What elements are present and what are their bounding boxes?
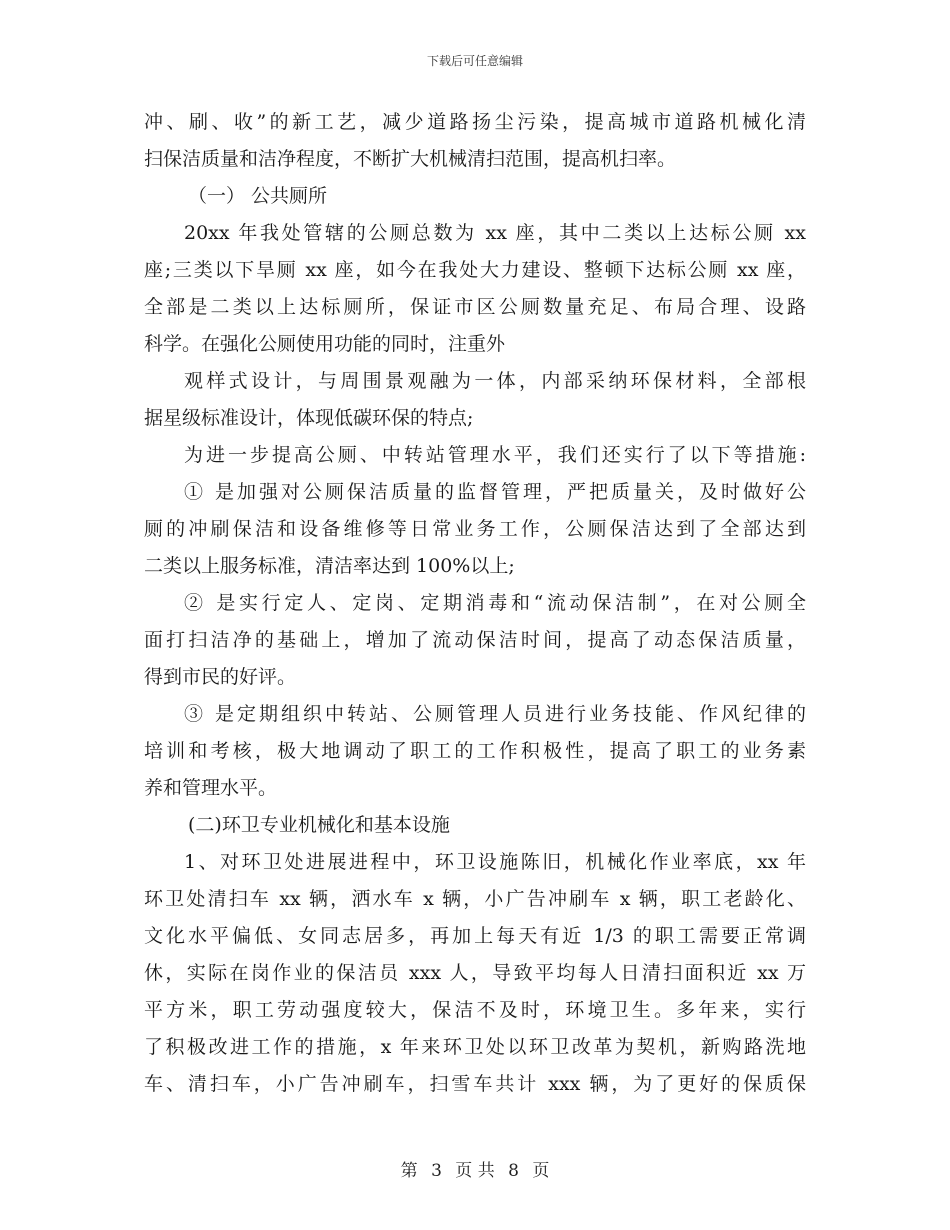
footer-suffix: 页 <box>532 1161 550 1181</box>
body-line: 了积极改进工作的措施，x 年来环卫处以环卫改革为契机，新购路洗地 <box>144 1036 806 1058</box>
body-line: 面打扫洁净的基础上，增加了流动保洁时间，提高了动态保洁质量， <box>144 629 806 651</box>
body-line: 全部是二类以上达标厕所，保证市区公厕数量充足、布局合理、设路 <box>144 296 806 318</box>
body-line: 得到市民的好评。 <box>144 666 297 688</box>
body-line: 科学。在强化公厕使用功能的同时，注重外 <box>144 333 506 355</box>
page-header-note: 下载后可任意编辑 <box>426 54 523 68</box>
body-line: 养和管理水平。 <box>144 777 278 799</box>
body-line: 观样式设计，与周围景观融为一体，内部采纳环保材料，全部根 <box>184 370 806 392</box>
current-page-number: 3 <box>431 1161 442 1181</box>
body-line: ② 是实行定人、定岗、定期消毒和“流动保洁制”，在对公厕全 <box>184 592 806 614</box>
page-number-footer <box>0 1156 950 1181</box>
section-heading: （一） 公共厕所 <box>188 185 328 207</box>
footer-middle: 页 共 <box>455 1161 495 1181</box>
body-line: 为进一步提高公厕、中转站管理水平，我们还实行了以下等措施: <box>184 444 806 466</box>
footer-prefix: 第 <box>400 1161 418 1181</box>
body-line: 休，实际在岗作业的保洁员 xxx 人，导致平均每人日清扫面积近 xx 万 <box>144 962 806 984</box>
body-line: 扫保洁质量和洁净程度，不断扩大机械清扫范围，提高机扫率。 <box>144 148 677 170</box>
body-line: ① 是加强对公厕保洁质量的监督管理，严把质量关，及时做好公 <box>184 481 806 503</box>
body-line: 文化水平偏低、女同志居多，再加上每天有近 1/3 的职工需要正常调 <box>144 925 806 947</box>
body-line: 厕的冲刷保洁和设备维修等日常业务工作，公厕保洁达到了全部达到 <box>144 518 806 540</box>
body-line: ③ 是定期组织中转站、公厕管理人员进行业务技能、作风纪律的 <box>184 703 806 725</box>
body-line: 培训和考核，极大地调动了职工的工作积极性，提高了职工的业务素 <box>144 740 806 762</box>
body-line: 平方米，职工劳动强度较大，保洁不及时，环境卫生。多年来，实行 <box>144 999 806 1021</box>
body-line: 据星级标准设计，体现低碳环保的特点; <box>144 407 474 429</box>
body-line: 座;三类以下旱厕 xx 座，如今在我处大力建设、整顿下达标公厕 xx 座， <box>144 259 806 281</box>
body-line: 1、对环卫处进展进程中，环卫设施陈旧，机械化作业率底，xx 年 <box>184 851 806 873</box>
body-line: 二类以上服务标准，清洁率达到 100%以上; <box>144 555 515 577</box>
body-line: 环卫处清扫车 xx 辆，洒水车 x 辆，小广告冲刷车 x 辆，职工老龄化、 <box>144 888 806 910</box>
body-line: 20xx 年我处管辖的公厕总数为 xx 座，其中二类以上达标公厕 xx <box>184 222 806 244</box>
body-line: 冲、刷、收”的新工艺，减少道路扬尘污染，提高城市道路机械化清 <box>144 111 806 133</box>
section-heading: (二)环卫专业机械化和基本设施 <box>188 814 450 836</box>
document-body <box>144 104 806 1103</box>
body-line: 车、清扫车，小广告冲刷车，扫雪车共计 xxx 辆，为了更好的保质保 <box>144 1073 806 1095</box>
total-page-count: 8 <box>508 1161 519 1181</box>
